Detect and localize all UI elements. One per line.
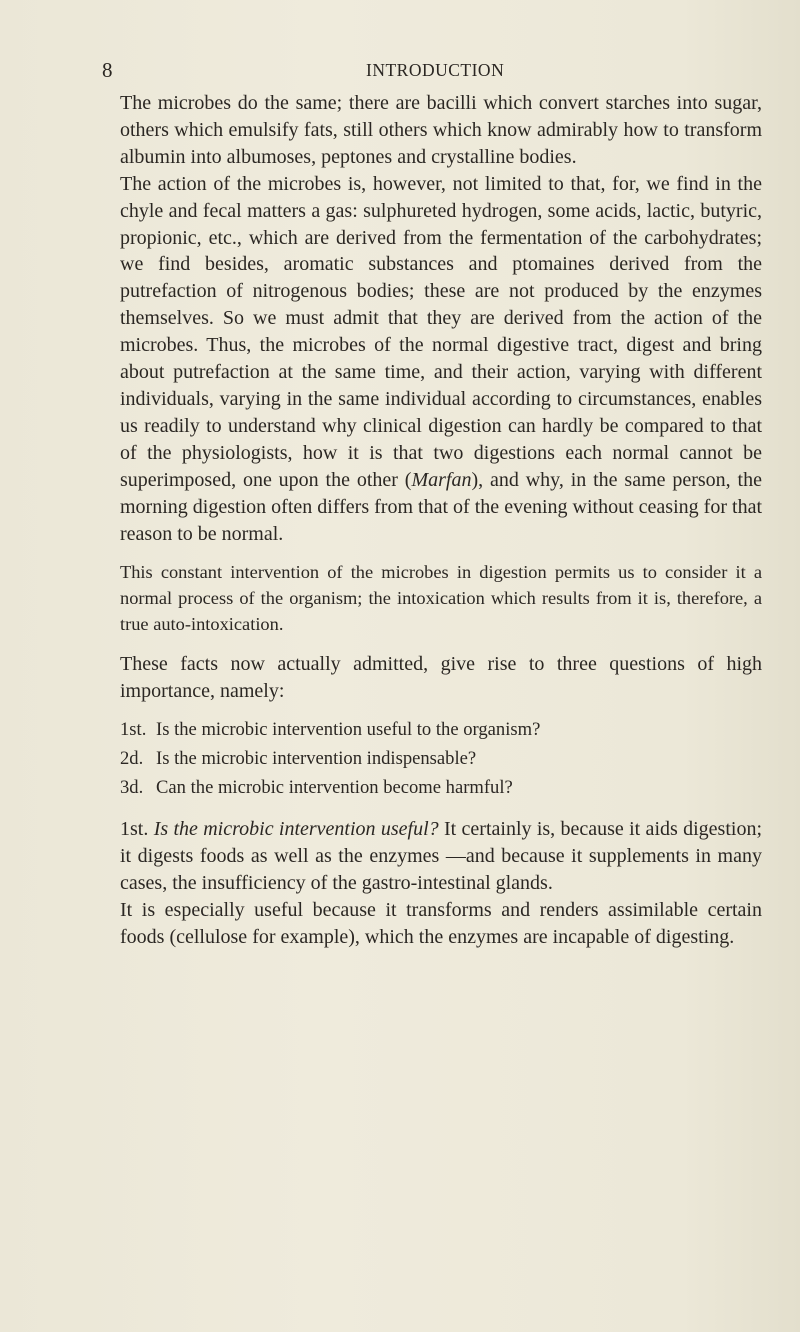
paragraph-microbes-digest: The microbes do the same; there are bacilli which convert starches into sugar, others which emulsify fats, still others which know admirably how to transform albumin into albumoses, peptones and crystalline bodies. (120, 92, 762, 168)
paragraph-microbe-action-part-a: The action of the microbes is, however, not limited to that, for, we find in the chyle and fecal matters a gas: sulphureted hydrogen, some acids, lactic, butyric, propionic, etc., which are derived from the fermentation of the carbohydrates; we find besides, aromatic substances and ptomaines derived from the putrefaction of nitrogenous bodies; these are not produced by the enzymes themselves. So we must admit that they are derived from the action of the microbes. Thus, the microbes of the normal digestive tract, digest and bring about putrefaction at the same time, and their action, varying with different individuals, varying in the same individual according to circumstances, enables us readily to understand why clinical digestion can hardly be compared to that of the physiologists, how it is that two digestions each normal cannot be superimposed, one upon the other ( (120, 172, 762, 491)
answer-question: Is the microbic intervention useful? (153, 818, 439, 841)
list-item-text: Is the microbic intervention indispensable? (156, 748, 477, 770)
list-item-number: 2d. (120, 748, 144, 770)
paragraph-three-questions: These facts now actually admitted, give rise to three questions of high importance, namely: (120, 653, 762, 703)
page-number: 8 (102, 58, 113, 82)
list-item-number: 3d. (120, 777, 144, 799)
list-item-text: Can the microbic intervention become harmful? (156, 777, 513, 799)
list-item (120, 773, 762, 802)
paragraph-microbe-action-part-b: ), and why, in the same person, the morning digestion often differs from that of the evening without ceasing for that reason to be normal. (120, 468, 762, 545)
list-item (120, 744, 762, 773)
list-item (120, 715, 762, 744)
answer-lead: 1st. (120, 818, 149, 841)
paragraph-especially-useful: It is especially useful because it transforms and renders assimilable certain foods (cellulose for example), which the enzymes are incapable of digesting. (120, 898, 762, 948)
section-title: INTRODUCTION (366, 60, 505, 80)
list-item-text: Is the microbic intervention useful to the organism? (156, 719, 541, 741)
body-text (120, 90, 762, 951)
answer-text: It certainly is, because it aids digestion; it digests foods as well as the enzymes —and because it supplements in many cases, the insufficiency of the gastro-intestinal glands. (120, 818, 762, 895)
citation-marfan: Marfan (411, 468, 472, 491)
paragraph-auto-intoxication: This constant intervention of the microbes in digestion permits us to consider it a normal process of the organism; the intoxication which results from it is, therefore, a true auto-intoxication. (120, 562, 762, 635)
running-head (0, 58, 800, 84)
questions-list (120, 715, 762, 802)
paragraph-answer-useful (120, 816, 762, 897)
paragraph-microbe-action (120, 171, 762, 548)
list-item-number: 1st. (120, 719, 147, 741)
